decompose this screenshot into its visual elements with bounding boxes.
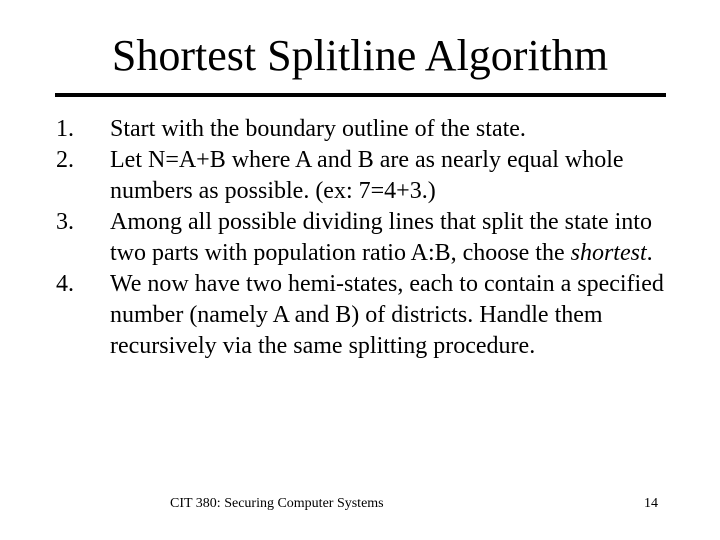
list-item-number: 1. xyxy=(56,116,74,142)
list-item-number: 3. xyxy=(56,209,74,235)
list-item-number: 2. xyxy=(56,147,74,173)
list-item xyxy=(56,114,666,145)
slide-title: Shortest Splitline Algorithm xyxy=(111,31,609,80)
page-number: 14 xyxy=(644,496,658,511)
list-item-text: Among all possible dividing lines that split the state into two parts with population ratio A:B, choose the xyxy=(110,209,652,266)
list-item xyxy=(56,269,666,362)
list-item-text: We now have two hemi-states, each to contain a specified number (namely A and B) of districts. Handle them recursively via the same splitting procedure. xyxy=(110,271,664,359)
list-item xyxy=(56,207,666,269)
list-item-text: Start with the boundary outline of the state. xyxy=(110,116,526,142)
list-item-text-end: . xyxy=(646,240,653,266)
title-underline xyxy=(55,93,666,97)
list-item-emphasis: shortest xyxy=(570,240,647,266)
footer-course-title: CIT 380: Securing Computer Systems xyxy=(170,496,384,511)
list-item-number: 4. xyxy=(56,271,74,297)
list-item xyxy=(56,145,666,207)
numbered-list xyxy=(56,114,666,362)
list-item-text: Let N=A+B where A and B are as nearly equal whole numbers as possible. (ex: 7=4+3.) xyxy=(110,147,624,204)
